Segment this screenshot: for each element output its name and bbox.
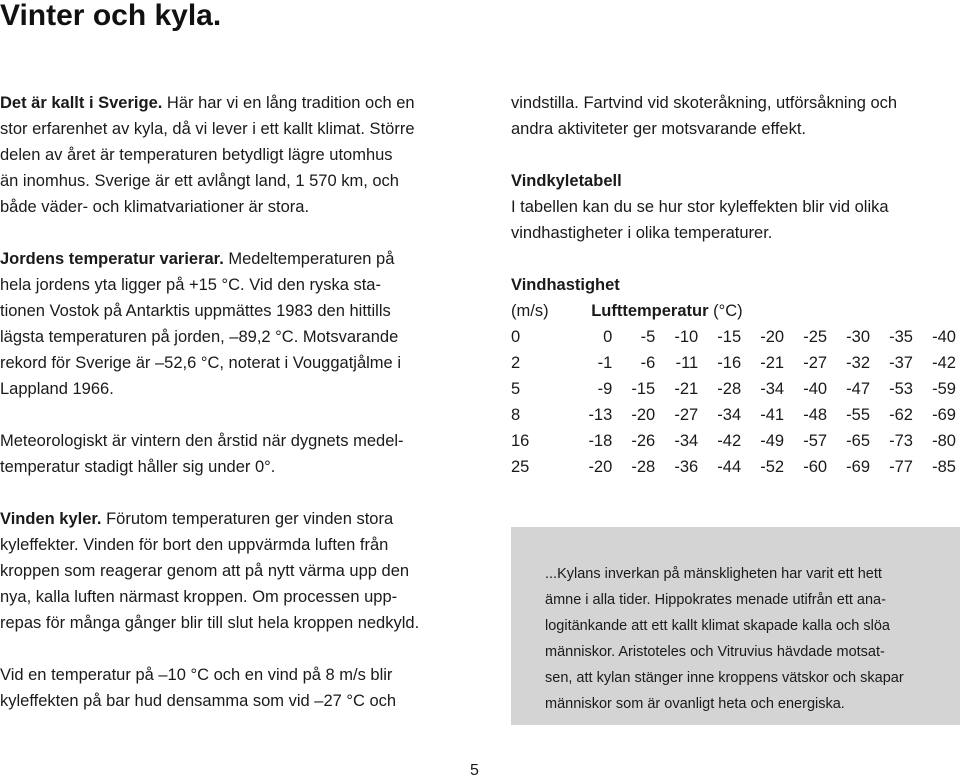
paragraph-line: kroppen som reagerar genom att på nytt värma upp den <box>0 562 410 580</box>
temperature-label: Lufttemperatur <box>591 302 709 320</box>
wind-chill-value-cell: -32 <box>846 354 871 372</box>
paragraph-line: Vid en temperatur på –10 °C och en vind på 8 m/s blir <box>0 666 393 684</box>
wind-chill-value-cell: -9 <box>597 380 613 398</box>
wind-chill-value-cell: -20 <box>631 406 656 424</box>
wind-chill-value-cell: -42 <box>717 432 742 450</box>
paragraph-line: både väder- och klimatvariationer är stora. <box>0 198 310 216</box>
paragraph-line: stor erfarenhet av kyla, då vi lever i ett kallt klimat. Större <box>0 120 415 138</box>
unit-label: (m/s) <box>511 302 549 320</box>
paragraph-vindkyletabell <box>511 168 956 246</box>
wind-chill-value-cell: -57 <box>803 432 828 450</box>
page-number: 5 <box>470 762 479 779</box>
wind-chill-value-cell: -16 <box>717 354 742 372</box>
right-column <box>511 90 956 480</box>
paragraph-line: Meteorologiskt är vintern den årstid när dygnets medel- <box>0 432 404 450</box>
paragraph-line: kyleffekten på bar hud densamma som vid –27 °C och <box>0 692 397 710</box>
paragraph-line: hela jordens yta ligger på +15 °C. Vid den ryska sta- <box>0 276 381 294</box>
wind-chill-value-cell: -85 <box>932 458 956 476</box>
table-heading: Vindhastighet <box>511 276 620 294</box>
wind-chill-value-cell: -28 <box>631 458 656 476</box>
section-heading: Vindkyletabell <box>511 172 622 190</box>
wind-chill-value-cell: -10 <box>674 328 699 346</box>
wind-chill-value-cell: -1 <box>597 354 613 372</box>
table-row <box>511 376 956 402</box>
wind-chill-value-cell: -25 <box>803 328 828 346</box>
quote-line: sen, att kylan stänger inne kroppens vätskor och skapar <box>545 670 904 686</box>
wind-chill-value-cell: -28 <box>717 380 742 398</box>
wind-chill-value-cell: -30 <box>846 328 871 346</box>
page-title: Vinter och kyla. <box>0 0 222 32</box>
wind-chill-value-cell: -6 <box>640 354 656 372</box>
wind-speed-cell: 5 <box>511 380 521 398</box>
paragraph-lead: Det är kallt i Sverige. <box>0 94 163 112</box>
wind-chill-value-cell: -11 <box>675 354 699 372</box>
paragraph-line: än inomhus. Sverige är ett avlångt land, 1 570 km, och <box>0 172 399 190</box>
table-row <box>511 454 956 480</box>
quote-line: logitänkande att ett kallt klimat skapade kalla och slöa <box>545 618 890 634</box>
table-row <box>511 402 956 428</box>
wind-chill-value-cell: -27 <box>803 354 828 372</box>
wind-chill-table-block <box>511 272 956 480</box>
paragraph-line: lägsta temperaturen på jorden, –89,2 °C. Motsvarande <box>0 328 399 346</box>
wind-chill-value-cell: -27 <box>674 406 699 424</box>
wind-chill-value-cell: -34 <box>717 406 742 424</box>
paragraph-jordens-temperatur <box>0 246 455 402</box>
wind-chill-value-cell: -26 <box>631 432 656 450</box>
table-row <box>511 350 956 376</box>
paragraph-lead: Vinden kyler. <box>0 510 102 528</box>
wind-chill-value-cell: -65 <box>846 432 871 450</box>
paragraph-line: temperatur stadigt håller sig under 0°. <box>0 458 276 476</box>
wind-chill-value-cell: -69 <box>932 406 956 424</box>
wind-chill-value-cell: -47 <box>846 380 871 398</box>
table-row <box>511 324 956 350</box>
wind-chill-value-cell: -15 <box>631 380 656 398</box>
paragraph-line: Medeltemperaturen på <box>223 250 395 268</box>
wind-speed-cell: 2 <box>511 354 521 372</box>
paragraph-kallt-i-sverige <box>0 90 455 220</box>
table-row <box>511 428 956 454</box>
wind-chill-value-cell: -21 <box>674 380 699 398</box>
paragraph-vinden-kyler <box>0 506 455 636</box>
wind-chill-value-cell: -59 <box>932 380 956 398</box>
paragraph-vid-en-temperatur <box>0 662 455 714</box>
paragraph-line: tionen Vostok på Antarktis uppmättes 1983 den hittills <box>0 302 391 320</box>
quote-line: människor. Aristoteles och Vitruvius hävdade motsat- <box>545 644 885 660</box>
wind-speed-cell: 0 <box>511 328 521 346</box>
wind-chill-value-cell: -49 <box>760 432 785 450</box>
wind-chill-value-cell: -69 <box>846 458 871 476</box>
wind-chill-value-cell: -42 <box>932 354 956 372</box>
quote-box <box>511 527 960 725</box>
paragraph-line: andra aktiviteter ger motsvarande effekt. <box>511 120 807 138</box>
wind-chill-value-cell: -80 <box>932 432 956 450</box>
wind-chill-value-cell: -18 <box>588 432 613 450</box>
quote-line: människor som är ovanligt heta och energiska. <box>545 696 845 712</box>
temperature-unit: (°C) <box>708 302 743 320</box>
paragraph-vindstilla <box>511 90 956 142</box>
paragraph-line: I tabellen kan du se hur stor kyleffekten blir vid olika <box>511 198 889 216</box>
wind-chill-value-cell: -62 <box>889 406 913 424</box>
paragraph-line: nya, kalla luften närmast kroppen. Om processen upp- <box>0 588 398 606</box>
wind-chill-value-cell: -5 <box>640 328 656 346</box>
wind-chill-value-cell: -35 <box>889 328 913 346</box>
wind-chill-value-cell: -40 <box>803 380 828 398</box>
paragraph-line: vindstilla. Fartvind vid skoteråkning, utförsåkning och <box>511 94 898 112</box>
wind-chill-value-cell: -15 <box>717 328 742 346</box>
paragraph-line: Lappland 1966. <box>0 380 114 398</box>
wind-chill-value-cell: -34 <box>674 432 699 450</box>
paragraph-line: rekord för Sverige är –52,6 °C, noterat i Vouggatjålme i <box>0 354 401 372</box>
wind-chill-value-cell: -52 <box>760 458 785 476</box>
wind-chill-value-cell: -60 <box>803 458 828 476</box>
quote-line: ämne i alla tider. Hippokrates menade utifrån ett ana- <box>545 592 886 608</box>
paragraph-line: Här har vi en lång tradition och en <box>162 94 415 112</box>
wind-chill-value-cell: -73 <box>889 432 913 450</box>
paragraph-line: Förutom temperaturen ger vinden stora <box>101 510 394 528</box>
wind-speed-cell: 25 <box>511 458 530 476</box>
wind-chill-table <box>511 298 956 480</box>
paragraph-line: delen av året är temperaturen betydligt lägre utomhus <box>0 146 393 164</box>
wind-chill-value-cell: -37 <box>889 354 913 372</box>
paragraph-line: kyleffekter. Vinden för bort den uppvärmda luften från <box>0 536 389 554</box>
wind-chill-value-cell: -20 <box>760 328 785 346</box>
paragraph-line: vindhastigheter i olika temperaturer. <box>511 224 773 242</box>
quote-line: ...Kylans inverkan på mänskligheten har varit ett hett <box>545 566 882 582</box>
left-column <box>0 90 455 740</box>
wind-chill-value-cell: -13 <box>588 406 613 424</box>
wind-chill-value-cell: -40 <box>932 328 956 346</box>
paragraph-meteorologiskt <box>0 428 455 480</box>
temperature-header <box>575 298 956 324</box>
wind-chill-value-cell: -21 <box>760 354 785 372</box>
wind-chill-value-cell: -36 <box>674 458 699 476</box>
quote-text <box>545 561 945 717</box>
wind-speed-cell: 16 <box>511 432 530 450</box>
wind-chill-value-cell: -44 <box>717 458 742 476</box>
table-header-row <box>511 298 956 324</box>
wind-chill-value-cell: -48 <box>803 406 828 424</box>
wind-chill-value-cell: -41 <box>760 406 785 424</box>
wind-chill-value-cell: -53 <box>889 380 913 398</box>
wind-chill-value-cell: -77 <box>889 458 913 476</box>
wind-chill-value-cell: -34 <box>760 380 785 398</box>
wind-chill-value-cell: -55 <box>846 406 871 424</box>
wind-speed-cell: 8 <box>511 406 521 424</box>
wind-chill-value-cell: -20 <box>588 458 613 476</box>
paragraph-lead: Jordens temperatur varierar. <box>0 250 224 268</box>
paragraph-line: repas för många gånger blir till slut hela kroppen nedkyld. <box>0 614 420 632</box>
wind-chill-value-cell: 0 <box>603 328 613 346</box>
